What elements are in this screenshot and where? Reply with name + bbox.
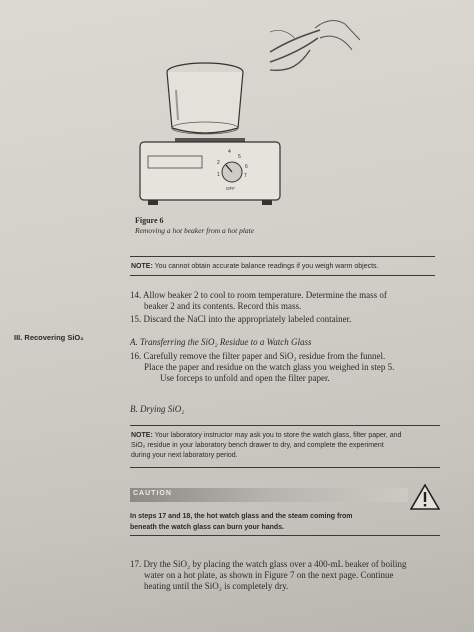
divider (130, 275, 435, 276)
step-line: Place the paper and residue on the watch glass you weighed in step 5. (144, 362, 395, 372)
divider (130, 425, 440, 426)
caution-line: beneath the watch glass can burn your hands. (130, 524, 285, 531)
divider (130, 467, 440, 468)
svg-text:6: 6 (245, 164, 248, 170)
step-15 (130, 314, 351, 325)
caution-label: CAUTION (133, 490, 172, 497)
note-storage (131, 431, 401, 461)
step-line: 15. Discard the NaCl into the appropriately labeled container. (130, 314, 352, 324)
caution-text (130, 511, 353, 533)
step-14 (130, 290, 387, 312)
step-16 (130, 351, 394, 384)
step-line: heating until the SiO₂ is completely dry. (144, 581, 289, 591)
step-17 (130, 559, 407, 592)
note-balance (131, 262, 379, 272)
note-text: You cannot obtain accurate balance readings if you weigh warm objects. (154, 263, 379, 270)
step-line: beaker 2 and its contents. Record this mass. (144, 301, 302, 311)
note-text: Your laboratory instructor may ask you to store the watch glass, filter paper, and (154, 432, 402, 439)
step-line: 16. Carefully remove the filter paper and SiO₂ residue from the funnel. (130, 351, 386, 361)
subheading-b: B. Drying SiO₂ (130, 404, 185, 414)
note-label: NOTE: (131, 432, 153, 439)
figure-caption: Removing a hot beaker from a hot plate (135, 226, 255, 235)
step-line: water on a hot plate, as shown in Figure 7 on the next page. Continue (144, 570, 394, 580)
note-text: during your next laboratory period. (131, 452, 238, 459)
caution-line: In steps 17 and 18, the hot watch glass and the steam coming from (130, 513, 353, 520)
svg-text:2: 2 (217, 160, 220, 166)
note-label: NOTE: (131, 263, 153, 270)
divider (130, 535, 440, 536)
svg-text:5: 5 (238, 154, 241, 160)
note-text: SiO₂ residue in your laboratory bench drawer to dry, and complete the experiment (131, 442, 384, 449)
step-line: 14. Allow beaker 2 to cool to room temperature. Determine the mass of (130, 290, 387, 300)
svg-text:7: 7 (244, 173, 247, 179)
svg-text:OFF: OFF (226, 186, 235, 191)
svg-text:1: 1 (217, 172, 220, 178)
svg-text:4: 4 (228, 149, 231, 155)
subheading-a: A. Transferring the SiO₂ Residue to a Watch Glass (130, 337, 312, 347)
warning-triangle-icon (410, 484, 440, 510)
step-line: Use forceps to unfold and open the filter paper. (160, 373, 330, 383)
section-heading: III. Recovering SiO₂ (14, 333, 84, 342)
divider (130, 256, 435, 257)
step-line: 17. Dry the SiO₂ by placing the watch glass over a 400-mL beaker of boiling (130, 559, 407, 569)
hot-plate-beaker-illustration (120, 10, 380, 215)
figure-title: Figure 6 (135, 216, 164, 225)
